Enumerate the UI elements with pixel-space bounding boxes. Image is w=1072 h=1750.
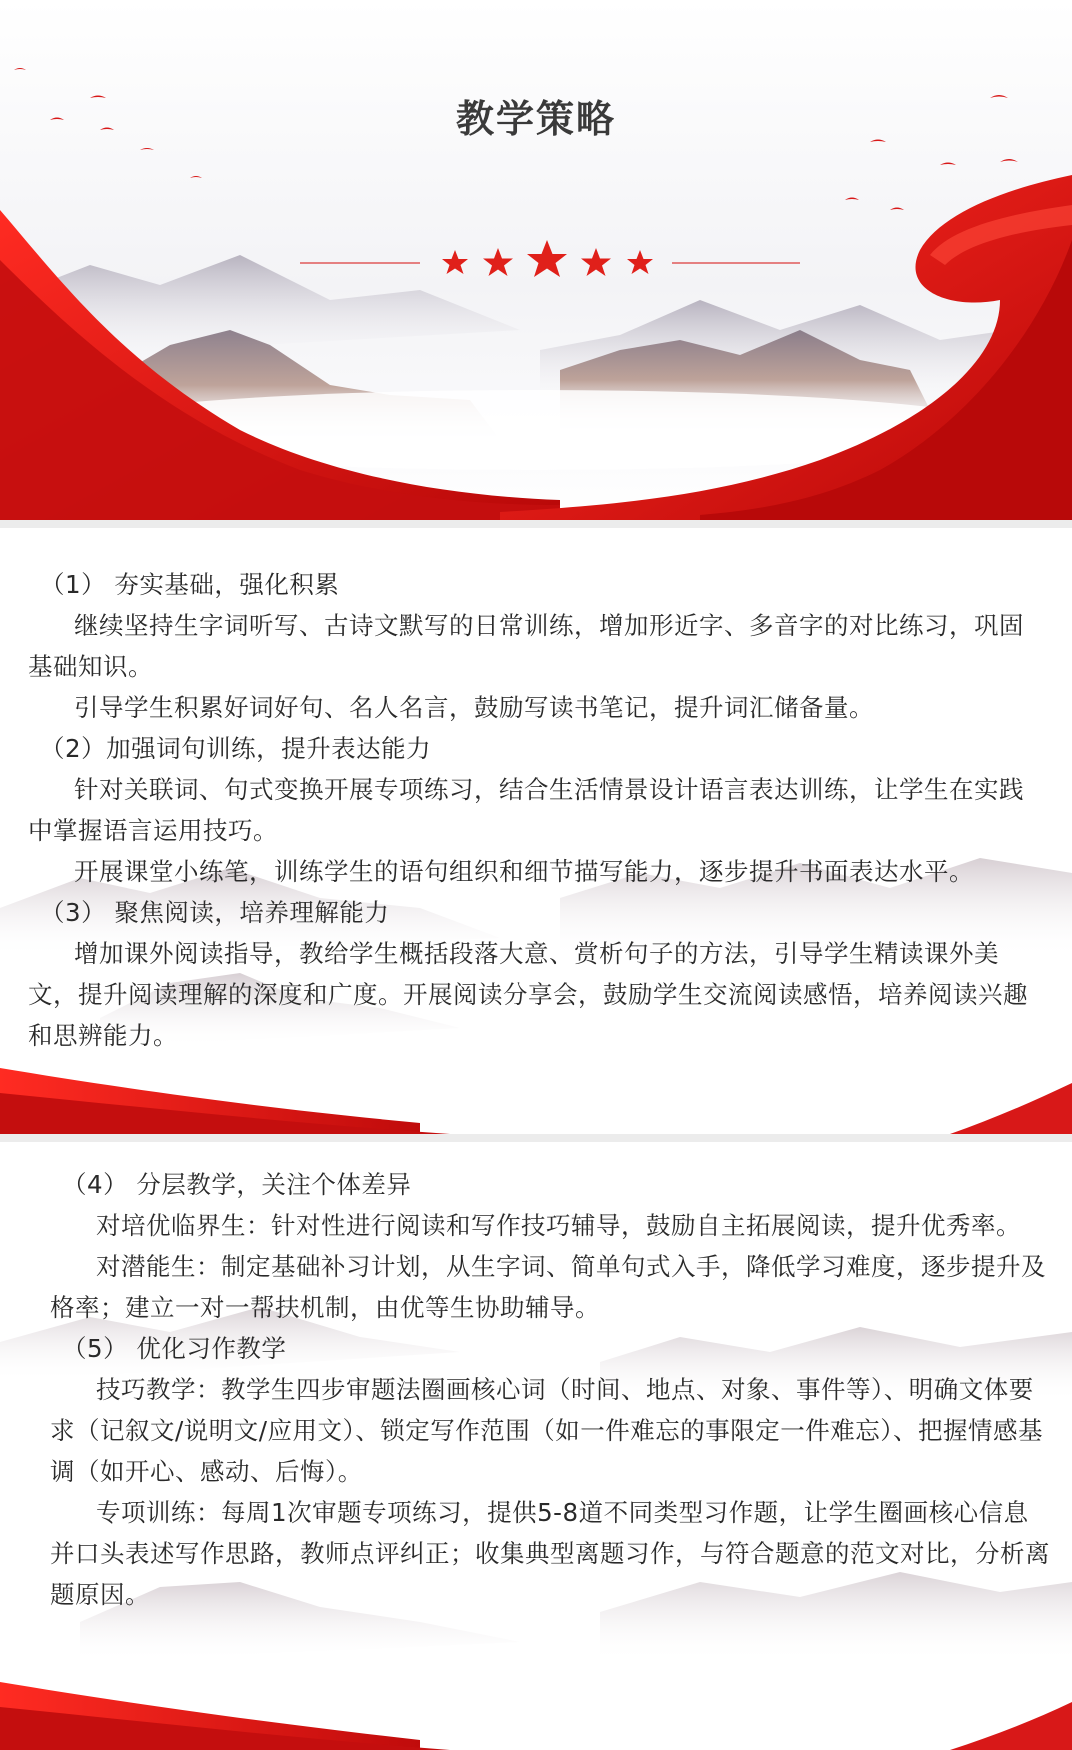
paragraph: 技巧教学：教学生四步审题法圈画核心词（时间、地点、对象、事件等）、明确文体要求（记叙文/说明文/应用文）、锁定写作范围（如一件难忘的事限定一件难忘）、把握情感基调（如开心、感动、后悔）。 (50, 1375, 1044, 1486)
section-heading-3: （3） 聚焦阅读，培养理解能力 (40, 898, 390, 927)
paragraph: 专项训练：每周1次审题专项练习，提供5-8道不同类型习作题，让学生圈画核心信息并口头表述写作思路，教师点评纠正；收集典型离题习作，与符合题意的范文对比，分析离题原因。 (50, 1498, 1050, 1609)
content-block-1 (28, 564, 1038, 1056)
paragraph: 针对关联词、句式变换开展专项练习，结合生活情景设计语言表达训练，让学生在实践中掌握语言运用技巧。 (28, 775, 1024, 845)
title-slide (0, 0, 1072, 520)
paragraph: 引导学生积累好词好句、名人名言，鼓励写读书笔记，提升词汇储备量。 (74, 693, 874, 722)
paragraph: 开展课堂小练笔，训练学生的语句组织和细节描写能力，逐步提升书面表达水平。 (74, 857, 974, 886)
section-heading-1: （1） 夯实基础，强化积累 (40, 570, 340, 599)
paragraph: 继续坚持生字词听写、古诗文默写的日常训练，增加形近字、多音字的对比练习，巩固基础知识。 (28, 611, 1024, 681)
content-slide-1 (0, 528, 1072, 1134)
title-slide-background (0, 0, 1072, 520)
content-block-2 (50, 1164, 1050, 1615)
section-heading-5: （5） 优化习作教学 (62, 1334, 287, 1363)
section-heading-4: （4） 分层教学，关注个体差异 (62, 1170, 412, 1199)
paragraph: 对潜能生：制定基础补习计划，从生字词、简单句式入手，降低学习难度，逐步提升及格率；建立一对一帮扶机制，由优等生协助辅导。 (50, 1252, 1046, 1322)
content-slide-2 (0, 1142, 1072, 1750)
paragraph: 增加课外阅读指导，教给学生概括段落大意、赏析句子的方法，引导学生精读课外美文，提升阅读理解的深度和广度。开展阅读分享会，鼓励学生交流阅读感悟，培养阅读兴趣和思辨能力。 (28, 939, 1028, 1050)
section-heading-2: （2）加强词句训练，提升表达能力 (40, 734, 432, 763)
page-title: 教学策略 (455, 97, 616, 141)
paragraph: 对培优临界生：针对性进行阅读和写作技巧辅导，鼓励自主拓展阅读，提升优秀率。 (96, 1211, 1021, 1240)
